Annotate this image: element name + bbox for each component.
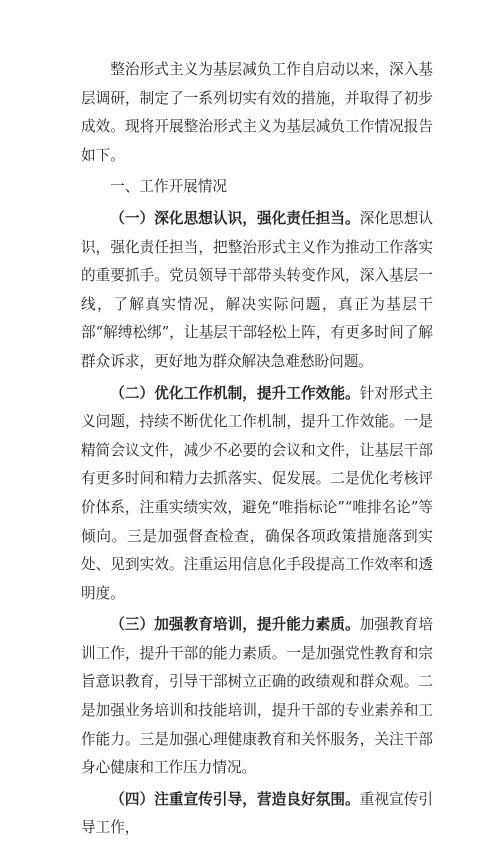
section-heading: 一、工作开展情况	[110, 178, 227, 196]
document-body	[81, 56, 433, 843]
item-body-4: 重视宣传引导工作，	[81, 790, 433, 837]
item-lead-4: （四）注重宣传引导，营造良好氛围。	[110, 790, 360, 808]
intro-paragraph: 整治形式主义为基层减负工作自启动以来，深入基层调研，制定了一系列切实有效的措施，并取得了初步成效。现将开展整治形式主义为基层减负工作情况报告如下。	[81, 61, 433, 164]
item-body-2: 针对形式主义问题，持续不断优化工作机制，提升工作效能。一是精简会议文件，减少不必要的会议和文件，让基层干部有更多时间和精力去抓落实、促发展。二是优化考核评价体系，注重实绩实效，避免“唯指标论”“唯排名论”等倾向。三是加强督查检查，确保各项政策措施落到实处、见到实效。注重运用信息化手段提高工作效率和透明度。	[81, 384, 433, 602]
item-lead-1: （一）深化思想认识，强化责任担当。	[110, 209, 360, 227]
item-paragraph-2	[81, 380, 433, 609]
item-body-3: 加强教育培训工作，提升干部的能力素质。一是加强党性教育和宗旨意识教育，引导干部树立正确的政绩观和群众观。二是加强业务培训和技能培训，提升干部的专业素养和工作能力。三是加强心理健康教育和关怀服务，关注干部身心健康和工作压力情况。	[81, 616, 433, 777]
item-paragraph-4	[81, 786, 433, 843]
item-paragraph-1	[81, 205, 433, 377]
item-body-1: 深化思想认识，强化责任担当，把整治形式主义作为推动工作落实的重要抓手。党员领导干部带头转变作风，深入基层一线，了解真实情况，解决实际问题，真正为基层干部“解缚松绑”，让基层干部轻松上阵，有更多时间了解群众诉求，更好地为群众解决急难愁盼问题。	[81, 209, 433, 370]
item-paragraph-3	[81, 611, 433, 783]
item-lead-2: （二）优化工作机制，提升工作效能。	[110, 384, 360, 402]
item-lead-3: （三）加强教育培训，提升能力素质。	[110, 616, 360, 634]
